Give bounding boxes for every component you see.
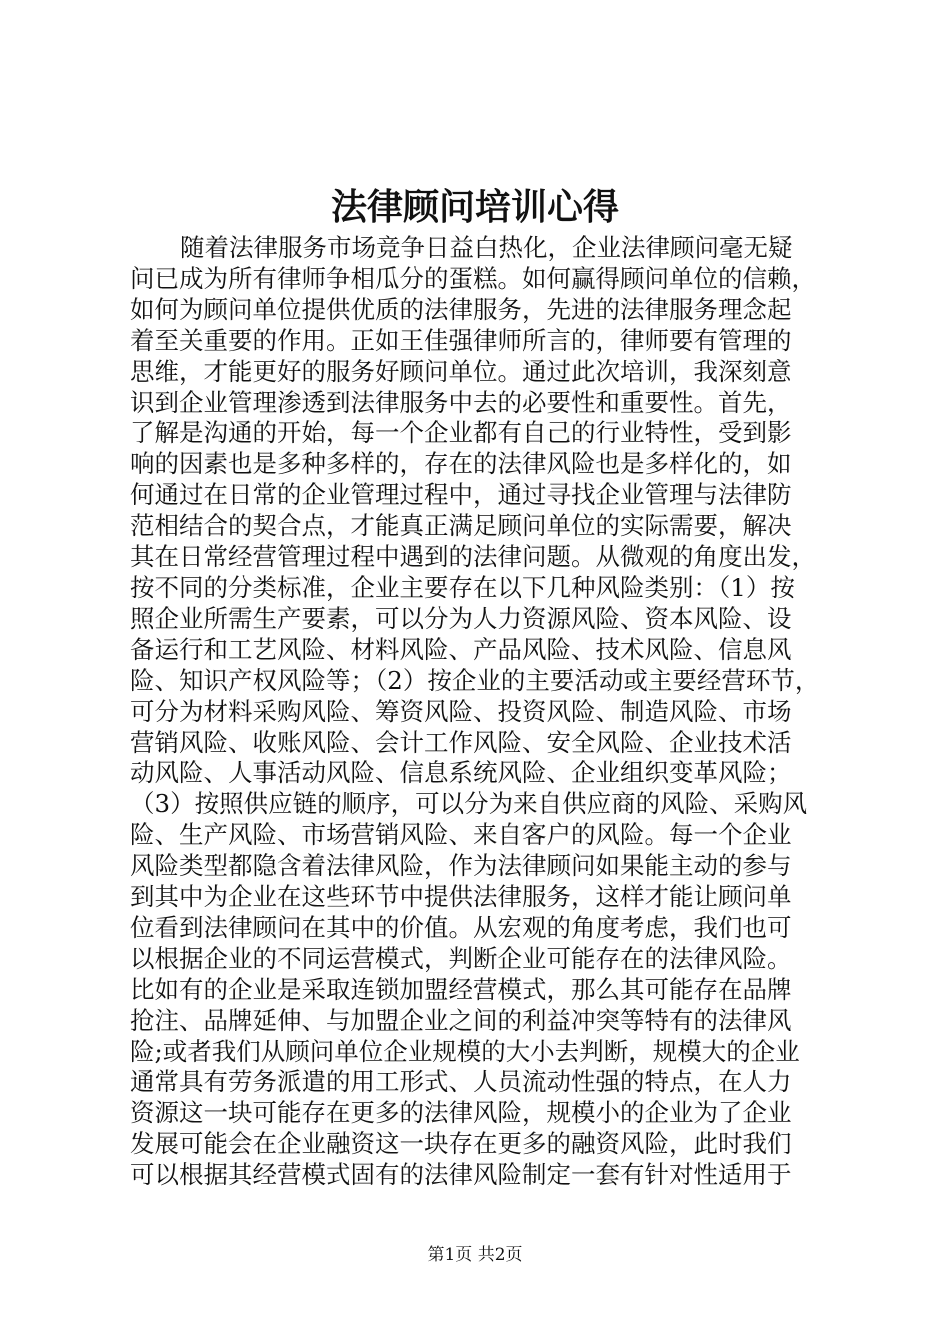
- body-line: 险;或者我们从顾问单位企业规模的大小去判断，规模大的企业: [130, 1036, 800, 1066]
- body-line: （3）按照供应链的顺序，可以分为来自供应商的风险、采购风: [130, 789, 808, 819]
- body-line: 可分为材料采购风险、筹资风险、投资风险、制造风险、市场: [130, 696, 792, 726]
- body-line: 着至关重要的作用。正如王佳强律师所言的，律师要有管理的: [130, 325, 792, 355]
- body-line: 险、知识产权风险等；（2）按企业的主要活动或主要经营环节，: [130, 665, 820, 695]
- body-line: 问已成为所有律师争相瓜分的蛋糕。如何赢得顾问单位的信赖，: [130, 263, 816, 293]
- body-line: 以根据企业的不同运营模式，判断企业可能存在的法律风险。: [130, 943, 792, 973]
- body-line: 抢注、品牌延伸、与加盟企业之间的利益冲突等特有的法律风: [130, 1005, 792, 1035]
- body-line: 可以根据其经营模式固有的法律风险制定一套有针对性适用于: [130, 1160, 792, 1190]
- body-line: 如何为顾问单位提供优质的法律服务，先进的法律服务理念起: [130, 294, 792, 324]
- document-title: 法律顾问培训心得: [330, 186, 619, 228]
- body-line: 照企业所需生产要素，可以分为人力资源风险、资本风险、设: [130, 603, 792, 633]
- body-line: 比如有的企业是采取连锁加盟经营模式，那么其可能存在品牌: [130, 974, 792, 1004]
- body-line: 动风险、人事活动风险、信息系统风险、企业组织变革风险；: [130, 758, 792, 788]
- body-line: 通常具有劳务派遣的用工形式、人员流动性强的特点，在人力: [130, 1067, 792, 1097]
- body-line: 了解是沟通的开始，每一个企业都有自己的行业特性，受到影: [130, 418, 792, 448]
- body-line: 范相结合的契合点，才能真正满足顾问单位的实际需要，解决: [130, 511, 792, 541]
- body-line: 其在日常经营管理过程中遇到的法律问题。从微观的角度出发，: [130, 542, 816, 572]
- body-line: 风险类型都隐含着法律风险，作为法律顾问如果能主动的参与: [130, 851, 792, 881]
- body-line: 随着法律服务市场竞争日益白热化，企业法律顾问毫无疑: [180, 233, 793, 262]
- body-line: 资源这一块可能存在更多的法律风险，规模小的企业为了企业: [130, 1098, 792, 1128]
- body-line: 响的因素也是多种多样的，存在的法律风险也是多样化的，如: [130, 449, 792, 479]
- document-body: [130, 233, 830, 1191]
- body-line: 营销风险、收账风险、会计工作风险、安全风险、企业技术活: [130, 727, 792, 757]
- page-footer: 第1页 共2页: [427, 1245, 523, 1265]
- body-line: 到其中为企业在这些环节中提供法律服务，这样才能让顾问单: [130, 882, 792, 912]
- body-line: 思维，才能更好的服务好顾问单位。通过此次培训，我深刻意: [130, 356, 792, 386]
- body-line: 险、生产风险、市场营销风险、来自客户的风险。每一个企业: [130, 820, 792, 850]
- body-line: 识到企业管理渗透到法律服务中去的必要性和重要性。首先，: [130, 387, 792, 417]
- body-line: 何通过在日常的企业管理过程中，通过寻找企业管理与法律防: [130, 480, 792, 510]
- body-line: 发展可能会在企业融资这一块存在更多的融资风险，此时我们: [130, 1129, 792, 1159]
- body-line: 按不同的分类标准，企业主要存在以下几种风险类别：（1）按: [130, 572, 795, 602]
- body-line: 备运行和工艺风险、材料风险、产品风险、技术风险、信息风: [130, 634, 792, 664]
- body-line: 位看到法律顾问在其中的价值。从宏观的角度考虑，我们也可: [130, 912, 792, 942]
